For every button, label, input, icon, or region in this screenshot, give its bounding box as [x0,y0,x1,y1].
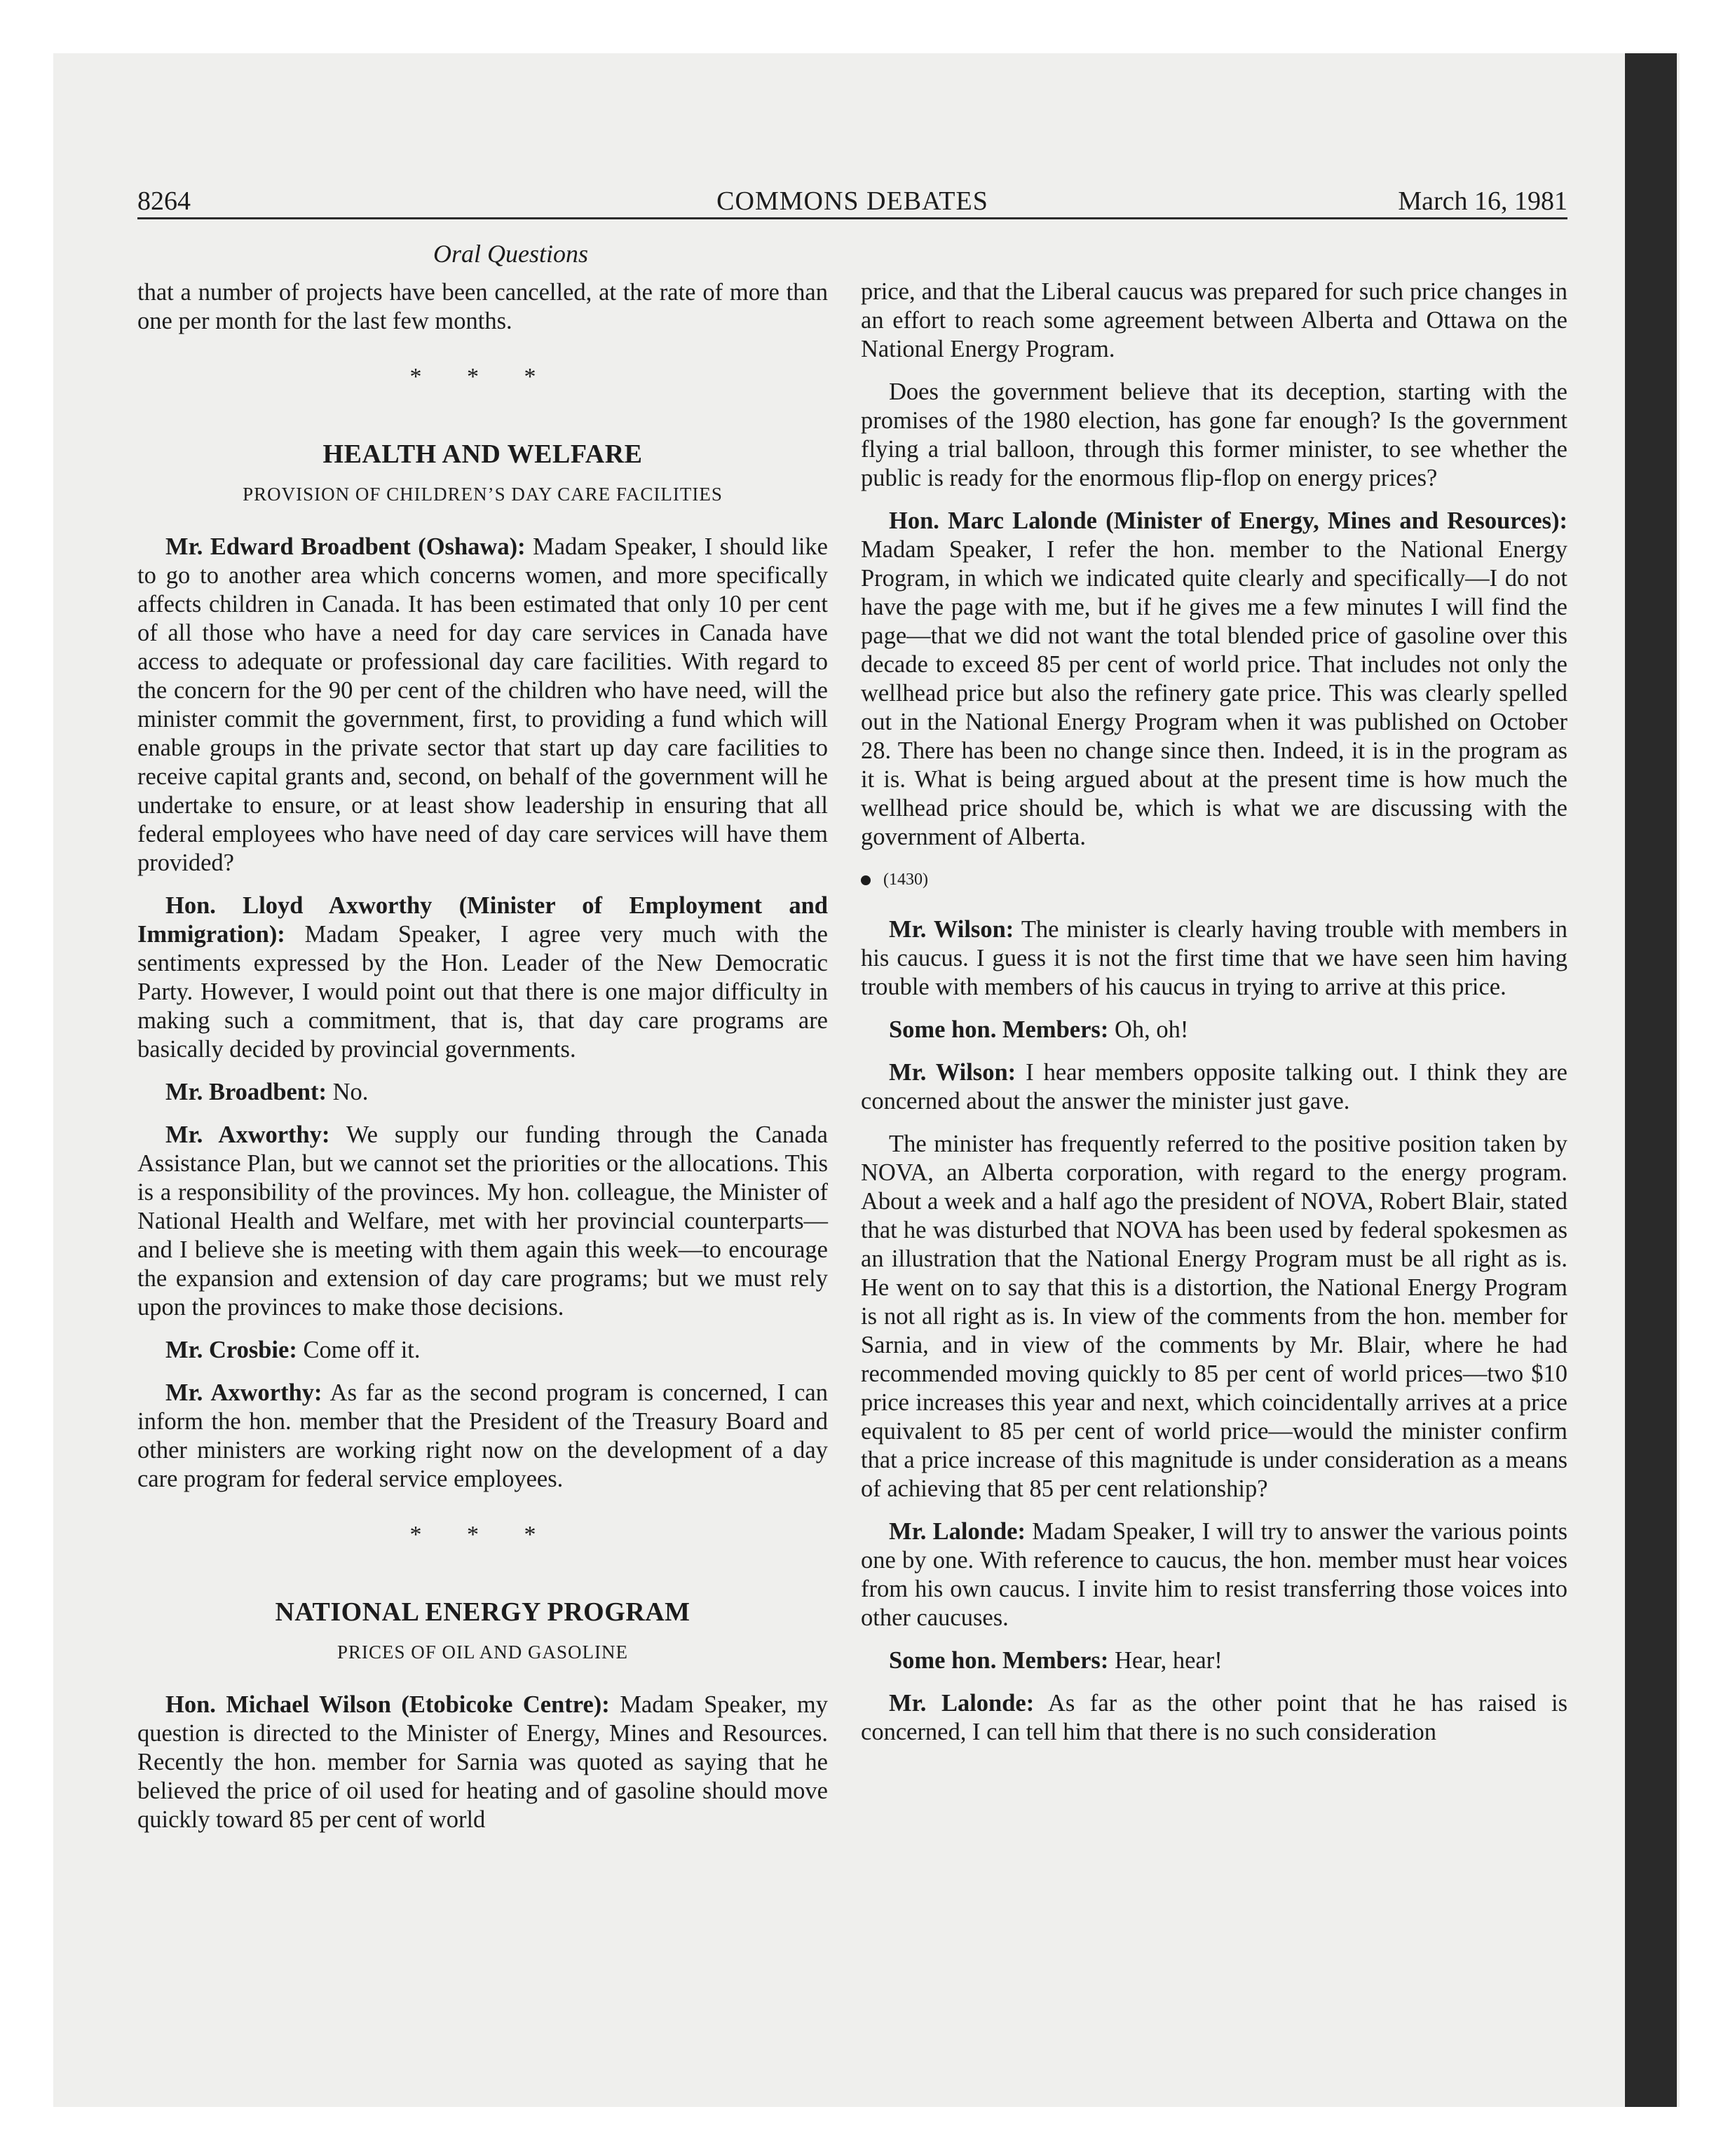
speaker-name: Mr. Wilson: [889,1059,1016,1086]
speaker-name: Mr. Axworthy: [165,1121,330,1148]
time-marker [861,866,1567,894]
paragraph [137,1121,828,1322]
speech-text: I hear members opposite talking out. I think they are concerned about the answer the minister just gave. [861,1059,1567,1114]
speech-text: We supply our funding through the Canada Assistance Plan, but we cannot set the priorities or the allocations. This is a responsibility of the provinces. My hon. colleague, the Minister of National Health and Welfare, met with her provincial counterparts—and I believe she is meeting with them again this week—to encourage the expansion and extension of day care programs; but we must rely upon the provinces to make those decisions. [137,1121,828,1321]
speaker-name: Some hon. Members: [889,1016,1109,1043]
speaker-name: Mr. Edward Broadbent (Oshawa): [165,533,526,560]
publication-title: COMMONS DEBATES [716,186,988,216]
speech-text: Hear, hear! [1108,1647,1223,1674]
right-continuation: price, and that the Liberal caucus was prepared for such price changes in an effort to reach some agreement between Alberta and Ottawa on the National Energy Program. [861,278,1567,362]
speaker-name: Mr. Crosbie: [165,1337,297,1363]
page-header [137,185,1567,219]
time-marker-text: (1430) [883,871,928,889]
left-continuation: that a number of projects have been cancelled, at the rate of more than one per month for the last few months. [137,279,828,334]
paragraph [137,1336,828,1365]
section-heading-health: HEALTH AND WELFARE [322,439,643,469]
speech-text: As far as the other point that he has raised is concerned, I can tell him that there is no such consideration [861,1690,1568,1745]
speech-text: The minister is clearly having trouble with members in his caucus. I guess it is not the first time that we have seen him having trouble with members of his caucus in trying to arrive at this price. [861,916,1567,1000]
speech-text: Madam Speaker, I agree very much with the sentiments expressed by the Hon. Leader of the New Democratic Party. However, I would point out that there is one major difficulty in making such a commitment, that is, that day care programs are basically decided by provincial governments. [137,921,828,1063]
right-column [861,278,1567,1761]
speech-text: Madam Speaker, I refer the hon. member to the National Energy Program, in which we indicated quite clearly and specifically—I do not have the page with me, but if he gives me a few minutes I will find the page—that we did not want the total blended price of gasoline over this decade to exceed 85 per cent of world price. That includes not only the wellhead price but also the refinery gate price. This was clearly spelled out in the National Energy Program when it was published on October 28. There has been no change since then. Indeed, it is in the program as it is. What is being argued about at the present time is how much the wellhead price should be, which is what we are discussing with the government of Alberta. [861,536,1567,850]
speaker-name: Mr. Broadbent: [165,1079,327,1105]
section-separator: * * * [409,364,556,390]
speaker-name: Mr. Lalonde: [889,1690,1035,1717]
speech-text: Madam Speaker, I should like to go to another area which concerns women, and more specifically affects children in Canada. It has been estimated that only 10 per cent of all those who have a need for day care services in Canada have access to adequate or professional day care facilities. With regard to the concern for the 90 per cent of the children who have need, will the minister commit the government, first, to providing a fund which will enable groups in the private sector that start up day care facilities to receive capital grants and, second, on behalf of the government will he undertake to ensure, or at least show leadership in ensuring that all federal employees who have need of day care services will have them provided? [137,533,828,876]
section-separator: * * * [409,1522,556,1548]
speech-text: Madam Speaker, my question is directed to the Minister of Energy, Mines and Resources. Recently the hon. member for Sarnia was quoted as saying that he believed the price of oil used for heating and of gasoline should move quickly toward 85 per cent of world [137,1691,828,1833]
speech-text: Oh, oh! [1108,1016,1189,1043]
paragraph [137,892,828,1064]
paragraph [861,1130,1567,1503]
subheading-oil-gasoline: PRICES OF OIL AND GASOLINE [336,1642,629,1663]
paragraph [861,1646,1567,1675]
speaker-name: Mr. Wilson: [889,916,1014,943]
paragraph [861,1689,1567,1747]
paragraph [861,1517,1567,1632]
speaker-name: Mr. Lalonde: [889,1518,1026,1545]
paragraph [137,533,828,878]
page-date: March 16, 1981 [1398,186,1567,216]
speaker-name: Mr. Axworthy: [165,1379,322,1406]
left-column [137,240,828,1848]
speech-text: Madam Speaker, I will try to answer the various points one by one. With reference to caucus, the hon. member must hear voices from his own caucus. I invite him to resist transferring those voices into other caucuses. [861,1518,1568,1631]
section-heading-energy: NATIONAL ENERGY PROGRAM [275,1597,690,1627]
paragraph [861,378,1567,493]
page-number: 8264 [137,186,191,216]
paragraph [137,1379,828,1494]
speaker-name: Hon. Lloyd Axworthy (Minister of Employment and Immigration): [137,892,828,948]
speech-text: The minister has frequently referred to the positive position taken by NOVA, an Alberta corporation, with regard to the energy program. About a week and a half ago the president of NOVA, Robert Blair, stated that he was disturbed that NOVA has been used by federal spokesmen as an illustration that the National Energy Program must be all right as is. He went on to say that this is a distortion, the National Energy Program is not all right as is. In view of the comments from the hon. member for Sarnia, and in view of the comments by Mr. Blair, where he had recommended moving quickly to 85 per cent of world prices—two $10 price increases this year and next, which coincidentally arrives at a price equivalent to 85 per cent of world price—would the minister confirm that a price increase of this magnitude is under consideration as a means of achieving that 85 per cent relationship? [861,1131,1567,1502]
speech-text: Come off it. [297,1337,421,1363]
paragraph [861,915,1567,1002]
paragraph [137,1078,828,1107]
speech-text: As far as the second program is concerned, I can inform the hon. member that the President of the Treasury Board and other ministers are working right now on the development of a day care program for federal service employees. [137,1379,828,1492]
speech-text: No. [327,1079,369,1105]
paragraph [861,1016,1567,1044]
paragraph [861,1058,1567,1116]
paragraph [861,507,1567,852]
bullet-icon [861,875,871,885]
running-head: Oral Questions [433,240,588,268]
speech-text: Does the government believe that its deception, starting with the promises of the 1980 election, has gone far enough? Is the government flying a trial balloon, through this former minister, to see whether the public is ready for the enormous flip-flop on energy prices? [861,378,1567,491]
speaker-name: Hon. Marc Lalonde (Minister of Energy, Mines and Resources): [889,507,1567,534]
subheading-day-care: PROVISION OF CHILDREN’S DAY CARE FACILITIES [243,484,723,505]
speaker-name: Some hon. Members: [889,1647,1109,1674]
speaker-name: Hon. Michael Wilson (Etobicoke Centre): [165,1691,610,1718]
paragraph [137,1691,828,1834]
